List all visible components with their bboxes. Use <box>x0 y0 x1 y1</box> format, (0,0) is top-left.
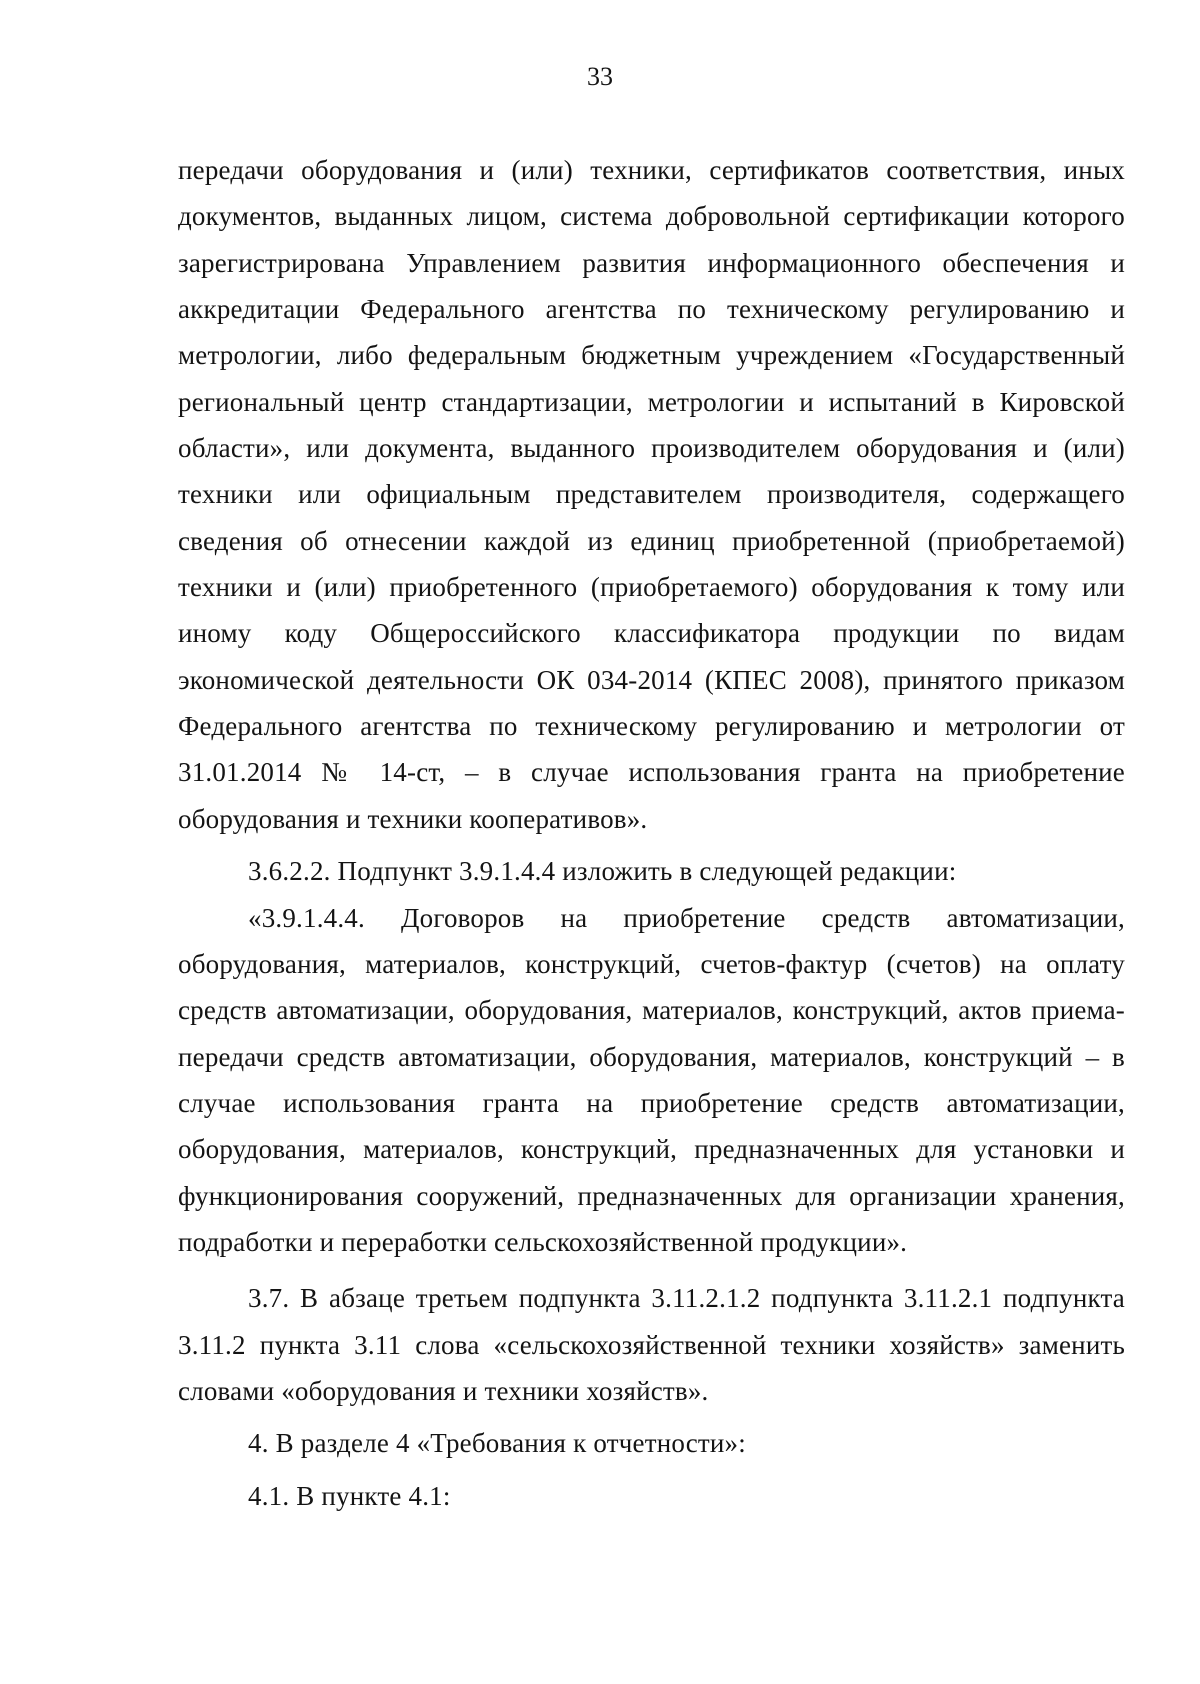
paragraph-3-6-2-2: 3.6.2.2. Подпункт 3.9.1.4.4 изложить в следующей редакции: <box>248 856 957 887</box>
paragraph-continuation: передачи оборудования и (или) техники, сертификатов соответствия, иных документов, выданных лицом, система добровольной сертификации которого зарегистрирована Управлением развития информационного обеспечения и аккредитации Федерального агентства по техническому регулированию и метрологии, либо федеральным бюджетным учреждением «Государственный региональный центр стандартизации, метрологии и испытаний в Кировской области», или документа, выданного производителем оборудования и (или) техники или официальным представителем производителя, содержащего сведения об отнесении каждой из единиц приобретенной (приобретаемой) техники и (или) приобретенного (приобретаемого) оборудования к тому или иному коду Общероссийского классификатора продукции по видам экономической деятельности ОК 034-2014 (КПЕС 2008), принятого приказом Федерального агентства по техническому регулированию и метрологии от 31.01.2014 № 14-ст, – в случае использования гранта на приобретение оборудования и техники кооперативов». <box>178 155 1125 834</box>
paragraph-section-4: 4. В разделе 4 «Требования к отчетности»: <box>248 1428 746 1459</box>
paragraph-3-7: 3.7. В абзаце третьем подпункта 3.11.2.1.2 подпункта 3.11.2.1 подпункта 3.11.2 пункта 3.11 слова «сельскохозяйственной техники хозяйств» заменить словами «оборудования и техники хозяйств». <box>178 1283 1125 1406</box>
page-number: 33 <box>587 62 613 91</box>
document-body <box>178 147 1125 1519</box>
paragraph-3-9-1-4-4: «3.9.1.4.4. Договоров на приобретение средств автоматизации, оборудования, материалов, конструкций, счетов-фактур (счетов) на оплату средств автоматизации, оборудования, материалов, конструкций, актов приема-передачи средств автоматизации, оборудования, материалов, конструкций – в случае использования гранта на приобретение средств автоматизации, оборудования, материалов, конструкций, предназначенных для установки и функционирования сооружений, предназначенных для организации хранения, подработки и переработки сельскохозяйственной продукции». <box>178 902 1125 1257</box>
paragraph-4-1: 4.1. В пункте 4.1: <box>248 1480 451 1511</box>
